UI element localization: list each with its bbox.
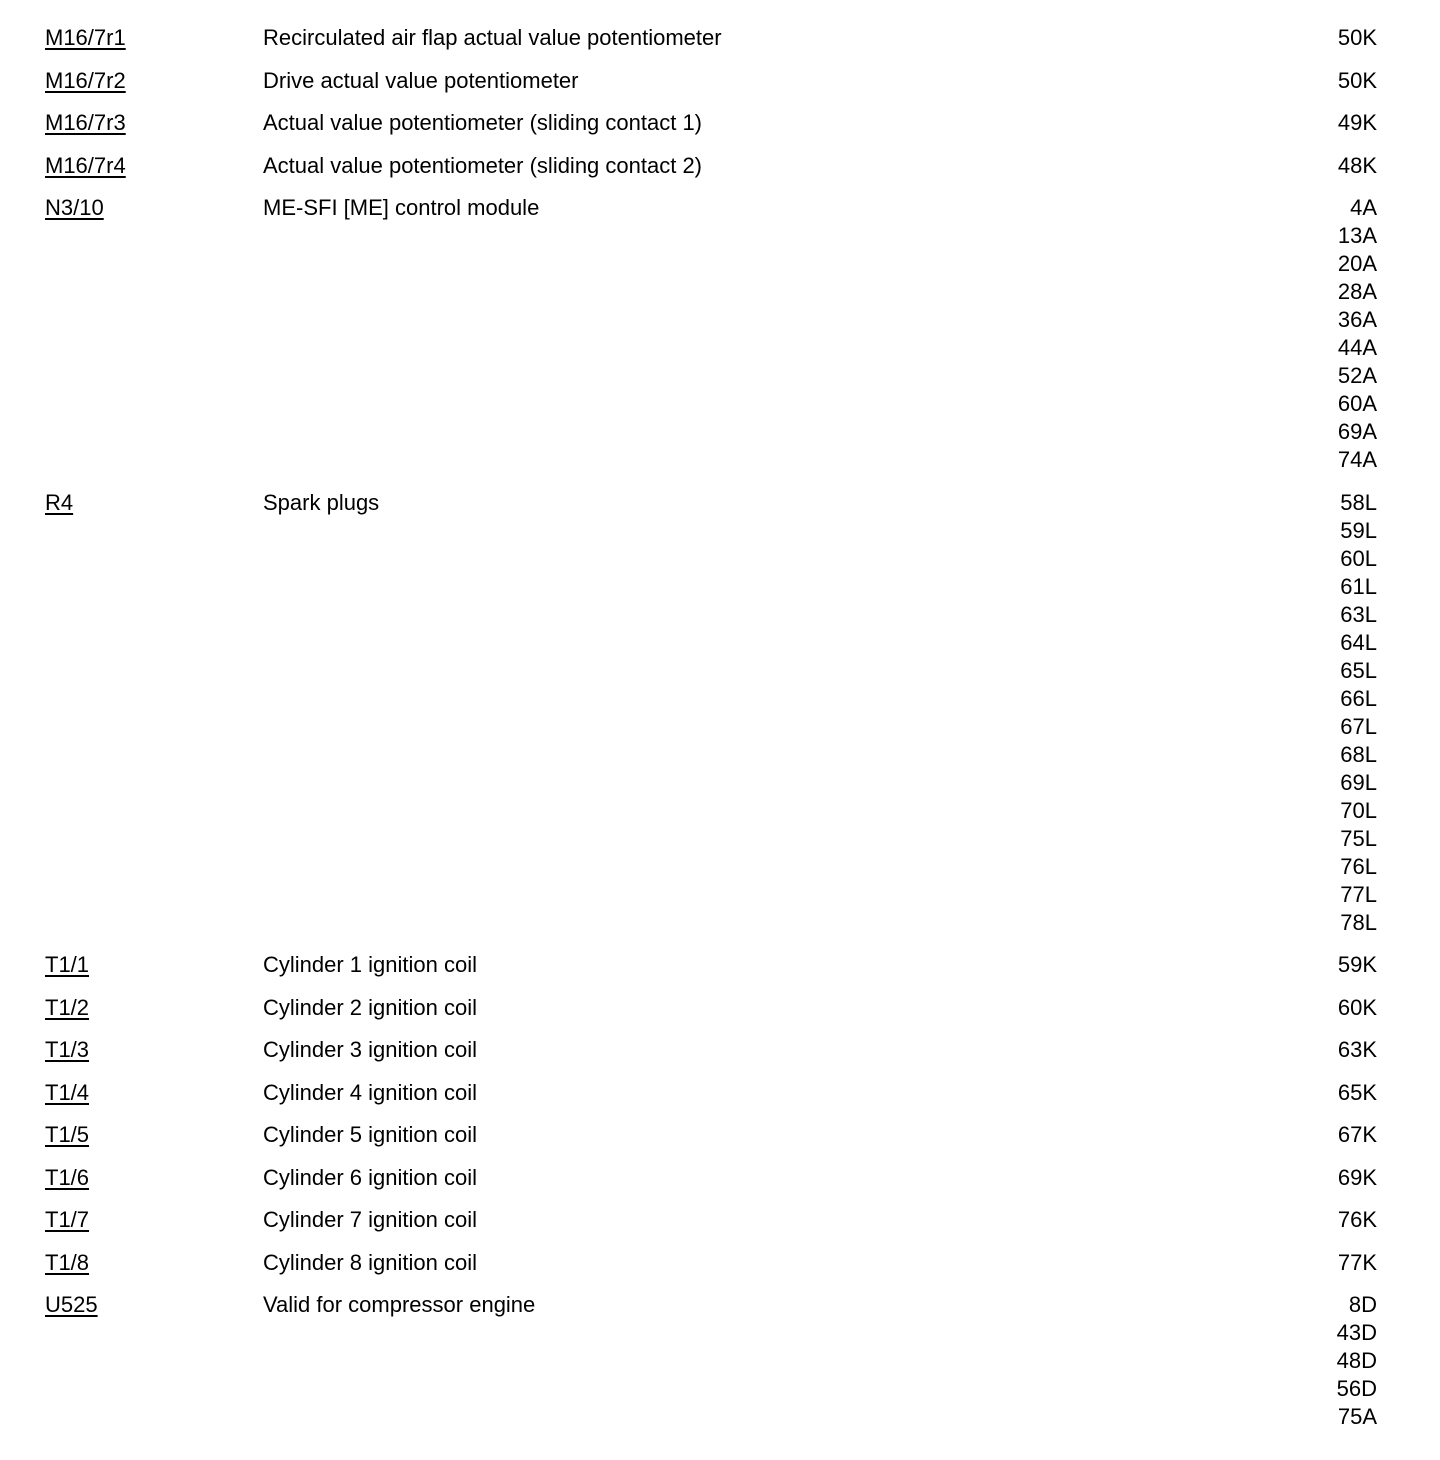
component-code-link[interactable]: T1/2: [45, 994, 90, 1020]
location-reference: 76L: [1340, 853, 1377, 879]
location-list: [1280, 109, 1377, 137]
location-reference: 69L: [1340, 769, 1377, 795]
location-reference: 61L: [1340, 573, 1377, 599]
component-code-link[interactable]: T1/1: [45, 952, 90, 977]
location-reference: 59K: [1337, 952, 1377, 977]
location-reference: 64L: [1340, 629, 1377, 655]
location-reference: 50K: [1337, 67, 1377, 93]
location-reference: 60A: [1337, 391, 1377, 416]
component-code-link[interactable]: T1/5: [45, 1122, 90, 1147]
component-code-link[interactable]: R4: [45, 489, 74, 515]
location-list: [1280, 194, 1377, 474]
component-code-link[interactable]: N3/10: [45, 195, 104, 220]
location-list: [1280, 24, 1377, 52]
component-description: Cylinder 8 ignition coil: [263, 1249, 477, 1275]
component-code-link[interactable]: M16/7r3: [45, 110, 126, 135]
location-reference: 56D: [1336, 1376, 1377, 1401]
location-reference: 67K: [1337, 1122, 1377, 1147]
location-reference: 59L: [1340, 517, 1377, 543]
location-reference: 52A: [1337, 363, 1377, 388]
component-description: Actual value potentiometer (sliding contact 2): [263, 152, 703, 178]
location-reference: 75A: [1337, 1404, 1377, 1429]
location-reference: 76K: [1337, 1207, 1377, 1232]
location-list: [1280, 1206, 1377, 1234]
component-description: Cylinder 4 ignition coil: [263, 1079, 477, 1105]
location-reference: 63L: [1340, 601, 1377, 627]
component-code-link[interactable]: T1/7: [45, 1207, 90, 1232]
component-code-link[interactable]: U525: [45, 1292, 98, 1317]
location-list: [1280, 1164, 1377, 1192]
location-reference: 13A: [1337, 223, 1377, 248]
location-list: [1280, 489, 1377, 937]
location-reference: 75L: [1340, 825, 1377, 851]
location-reference: 4A: [1350, 195, 1377, 220]
location-reference: 60K: [1337, 994, 1377, 1020]
component-description: Cylinder 3 ignition coil: [263, 1037, 477, 1062]
component-code-link[interactable]: M16/7r2: [45, 67, 126, 93]
location-reference: 43D: [1336, 1320, 1377, 1345]
component-description: Valid for compressor engine: [263, 1292, 536, 1317]
location-reference: 20A: [1337, 251, 1377, 276]
location-reference: 68L: [1340, 741, 1377, 767]
location-reference: 78L: [1340, 909, 1377, 935]
location-reference: 63K: [1337, 1037, 1377, 1062]
location-reference: 69A: [1337, 419, 1377, 444]
component-code-link[interactable]: T1/8: [45, 1249, 90, 1275]
component-description: Cylinder 2 ignition coil: [263, 994, 477, 1020]
component-code-link[interactable]: T1/4: [45, 1079, 90, 1105]
location-reference: 65K: [1337, 1079, 1377, 1105]
location-list: [1280, 152, 1377, 180]
location-reference: 44A: [1337, 335, 1377, 360]
location-list: [1280, 1249, 1377, 1277]
location-reference: 77L: [1340, 881, 1377, 907]
location-reference: 50K: [1337, 25, 1377, 50]
location-list: [1280, 1079, 1377, 1107]
location-reference: 60L: [1340, 545, 1377, 571]
component-description: Recirculated air flap actual value potentiometer: [263, 25, 722, 50]
location-reference: 69K: [1337, 1164, 1377, 1190]
component-description: Cylinder 5 ignition coil: [263, 1122, 477, 1147]
location-reference: 70L: [1340, 797, 1377, 823]
component-code-link[interactable]: M16/7r4: [45, 152, 126, 178]
location-list: [1280, 994, 1377, 1022]
location-reference: 58L: [1340, 489, 1377, 515]
location-list: [1280, 1121, 1377, 1149]
component-code-link[interactable]: M16/7r1: [45, 25, 126, 50]
location-list: [1280, 951, 1377, 979]
location-reference: 77K: [1337, 1249, 1377, 1275]
component-description: Drive actual value potentiometer: [263, 67, 579, 93]
component-code-link[interactable]: T1/3: [45, 1037, 90, 1062]
location-reference: 48K: [1337, 152, 1377, 178]
location-reference: 28A: [1337, 279, 1377, 304]
location-reference: 66L: [1340, 685, 1377, 711]
location-list: [1280, 67, 1377, 95]
location-reference: 67L: [1340, 713, 1377, 739]
component-code-link[interactable]: T1/6: [45, 1164, 90, 1190]
location-reference: 74A: [1337, 447, 1377, 472]
location-reference: 36A: [1337, 307, 1377, 332]
component-description: Cylinder 7 ignition coil: [263, 1207, 477, 1232]
component-description: Cylinder 1 ignition coil: [263, 952, 477, 977]
location-reference: 65L: [1340, 657, 1377, 683]
component-description: ME-SFI [ME] control module: [263, 195, 540, 220]
component-description: Actual value potentiometer (sliding contact 1): [263, 110, 703, 135]
location-reference: 8D: [1348, 1292, 1377, 1317]
component-description: Spark plugs: [263, 489, 380, 515]
component-description: Cylinder 6 ignition coil: [263, 1164, 477, 1190]
location-reference: 49K: [1337, 110, 1377, 135]
location-list: [1280, 1036, 1377, 1064]
location-list: [1280, 1291, 1377, 1431]
location-reference: 48D: [1336, 1348, 1377, 1373]
